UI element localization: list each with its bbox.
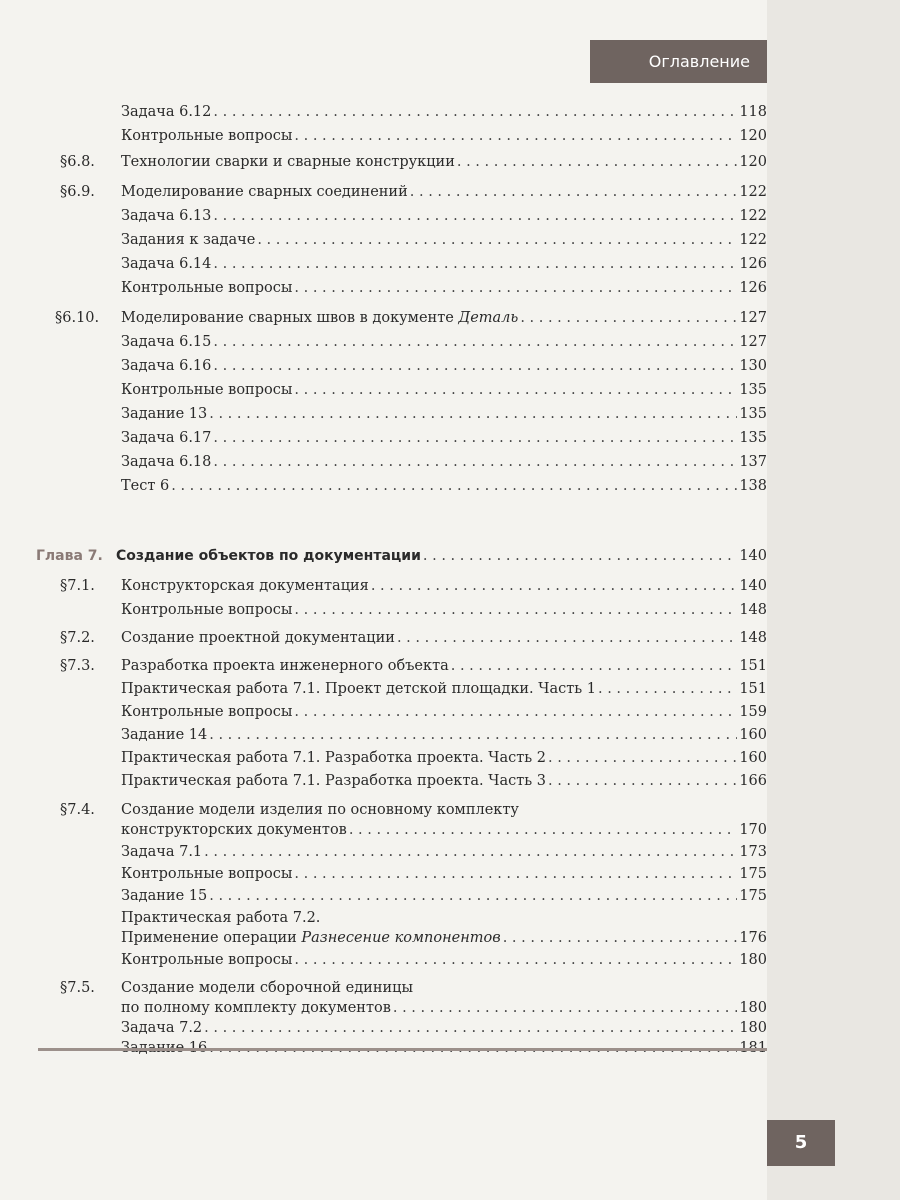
toc-page-number: 138 — [739, 478, 767, 494]
leader-dots — [209, 723, 737, 747]
leader-dots — [213, 100, 737, 124]
toc-page-number: 137 — [739, 454, 767, 470]
leader-dots — [213, 450, 737, 474]
leader-dots — [294, 598, 737, 622]
toc-page-number: 170 — [739, 822, 767, 838]
toc-entry-title: Задание 14 — [121, 727, 208, 743]
toc-row — [0, 574, 900, 598]
toc-entry-title: Задача 6.14 — [121, 256, 212, 272]
toc-row — [0, 228, 900, 252]
toc-entry-title: Практическая работа 7.1. Проект детской площадки. Часть 1 — [121, 681, 596, 697]
toc-entry-title: Задача 7.1 — [121, 844, 203, 860]
toc-section-number: §7.1. — [60, 578, 95, 594]
leader-dots — [457, 150, 737, 174]
toc-page-number: 120 — [739, 128, 767, 144]
toc-page-number: 151 — [739, 658, 767, 674]
toc-page-number: 180 — [739, 1020, 767, 1036]
toc-entry-title: Задача 6.18 — [121, 454, 212, 470]
toc-page-number: 180 — [739, 952, 767, 968]
leader-dots — [294, 124, 737, 148]
toc-entry-title: Тест 6 — [121, 478, 170, 494]
toc-entry-title: Моделирование сварных швов в документе Деталь — [121, 310, 519, 326]
toc-row — [0, 150, 900, 174]
toc-page-number: 173 — [739, 844, 767, 860]
leader-dots — [397, 626, 737, 650]
toc-row — [0, 252, 900, 276]
leader-dots — [294, 378, 737, 402]
toc-row — [0, 378, 900, 402]
toc-row — [0, 124, 900, 148]
toc-section-number: §7.5. — [60, 980, 95, 996]
toc-row — [0, 746, 900, 770]
toc-row — [0, 769, 900, 793]
section-title: Оглавление — [648, 52, 750, 71]
toc-row — [0, 598, 900, 622]
leader-dots — [213, 330, 737, 354]
toc-page-number: 148 — [739, 630, 767, 646]
leader-dots — [209, 884, 737, 908]
toc-row — [0, 276, 900, 300]
leader-dots — [204, 840, 737, 864]
toc-row — [0, 862, 900, 886]
toc-entry-title: Задание 13 — [121, 406, 208, 422]
toc-section-number: §6.10. — [55, 310, 100, 326]
toc-page-number: 135 — [739, 430, 767, 446]
toc-page-number: 175 — [739, 888, 767, 904]
footer-divider — [38, 1048, 767, 1051]
leader-dots — [598, 677, 737, 701]
toc-entry-title: Практическая работа 7.1. Разработка проекта. Часть 2 — [121, 750, 546, 766]
leader-dots — [171, 474, 737, 498]
toc-row — [0, 426, 900, 450]
toc-entry-title: Создание проектной документации — [121, 630, 395, 646]
toc-row — [0, 700, 900, 724]
toc-entry-title: Создание модели сборочной единицы — [121, 980, 414, 996]
toc-entry-title: конструкторских документов — [121, 822, 347, 838]
toc-row — [0, 626, 900, 650]
toc-section-number: §7.3. — [60, 658, 95, 674]
leader-dots — [349, 818, 737, 842]
toc-page-number: 176 — [739, 930, 767, 946]
toc-entry-title: Задача 6.12 — [121, 104, 212, 120]
toc-entry-title: Задача 7.2 — [121, 1020, 203, 1036]
toc-page-number: 140 — [739, 548, 767, 564]
toc-page-number: 122 — [739, 184, 767, 200]
toc-page-number: 175 — [739, 866, 767, 882]
toc-row — [0, 180, 900, 204]
toc-entry-title: Создание модели изделия по основному комплекту — [121, 802, 519, 818]
leader-dots — [213, 204, 737, 228]
toc-row — [0, 654, 900, 678]
leader-dots — [213, 426, 737, 450]
toc-entry-title: Контрольные вопросы — [121, 602, 293, 618]
toc-entry-title: Контрольные вопросы — [121, 866, 293, 882]
toc-entry-title: Задание 15 — [121, 888, 208, 904]
toc-page-number: 126 — [739, 280, 767, 296]
toc-entry-title: Моделирование сварных соединений — [121, 184, 408, 200]
toc-page-number: 120 — [739, 154, 767, 170]
toc-entry-title: Разработка проекта инженерного объекта — [121, 658, 449, 674]
toc-section-number: §6.8. — [60, 154, 95, 170]
toc-entry-title: Задача 6.16 — [121, 358, 212, 374]
toc-entry-title: Задания к задаче — [121, 232, 256, 248]
toc-page-number: 126 — [739, 256, 767, 272]
toc-row — [0, 100, 900, 124]
toc-page-number: 160 — [739, 750, 767, 766]
toc-section-number: §6.9. — [60, 184, 95, 200]
toc-entry-title: Конструкторская документация — [121, 578, 369, 594]
toc-row — [0, 723, 900, 747]
toc-page-number: 159 — [739, 704, 767, 720]
toc-entry-title: Задача 6.13 — [121, 208, 212, 224]
toc-entry-title: Технологии сварки и сварные конструкции — [121, 154, 455, 170]
toc-page-number: 118 — [739, 104, 767, 120]
toc-entry-title: Контрольные вопросы — [121, 382, 293, 398]
leader-dots — [294, 276, 737, 300]
leader-dots — [294, 862, 737, 886]
toc-section-number: §7.2. — [60, 630, 95, 646]
toc-row — [0, 354, 900, 378]
leader-dots — [294, 700, 737, 724]
toc-page-number: 148 — [739, 602, 767, 618]
toc-page-number: 140 — [739, 578, 767, 594]
toc-page-number: 135 — [739, 382, 767, 398]
toc-entry-title: Задача 6.17 — [121, 430, 212, 446]
toc-row — [0, 926, 900, 950]
leader-dots — [520, 306, 737, 330]
toc-row — [0, 840, 900, 864]
leader-dots — [213, 252, 737, 276]
leader-dots — [548, 769, 737, 793]
toc-page-number: 166 — [739, 773, 767, 789]
toc-entry-title-italic: Разнесение компонентов — [301, 930, 501, 946]
page-number: 5 — [767, 1120, 835, 1166]
leader-dots — [209, 402, 737, 426]
toc-row — [0, 677, 900, 701]
toc-page-number: 127 — [739, 334, 767, 350]
toc-page-number: 135 — [739, 406, 767, 422]
chapter-title: Создание объектов по документации — [116, 548, 421, 564]
toc-row — [0, 884, 900, 908]
toc-entry-title: Контрольные вопросы — [121, 704, 293, 720]
toc-entry-title-italic: Деталь — [458, 310, 519, 326]
toc-entry-title: Контрольные вопросы — [121, 128, 293, 144]
toc-entry-title: Контрольные вопросы — [121, 952, 293, 968]
toc-row — [0, 306, 900, 330]
toc-row — [0, 204, 900, 228]
chapter-label: Глава 7. — [36, 548, 103, 564]
toc-row — [0, 450, 900, 474]
toc-page-number: 130 — [739, 358, 767, 374]
toc-page-number: 127 — [739, 310, 767, 326]
toc-page-number: 180 — [739, 1000, 767, 1016]
leader-dots — [294, 948, 737, 972]
toc-section-number: §7.4. — [60, 802, 95, 818]
leader-dots — [257, 228, 737, 252]
leader-dots — [503, 926, 738, 950]
leader-dots — [371, 574, 737, 598]
toc-row — [0, 330, 900, 354]
toc-entry-title: Практическая работа 7.2. — [121, 910, 321, 926]
toc-page-number: 151 — [739, 681, 767, 697]
toc-row — [0, 474, 900, 498]
toc-row — [0, 948, 900, 972]
toc-entry-title: Применение операции Разнесение компонентов — [121, 930, 501, 946]
toc-page-number: 122 — [739, 208, 767, 224]
leader-dots — [423, 544, 737, 568]
leader-dots — [548, 746, 737, 770]
toc-chapter-row — [0, 544, 900, 568]
toc-entry-title: Контрольные вопросы — [121, 280, 293, 296]
toc-entry-title: Задача 6.15 — [121, 334, 212, 350]
leader-dots — [451, 654, 738, 678]
leader-dots — [410, 180, 738, 204]
toc-row — [0, 818, 900, 842]
toc-entry-title: по полному комплекту документов — [121, 1000, 391, 1016]
toc-page-number: 122 — [739, 232, 767, 248]
toc-page-number: 160 — [739, 727, 767, 743]
leader-dots — [213, 354, 737, 378]
toc-entry-title: Практическая работа 7.1. Разработка проекта. Часть 3 — [121, 773, 546, 789]
toc-row — [0, 402, 900, 426]
